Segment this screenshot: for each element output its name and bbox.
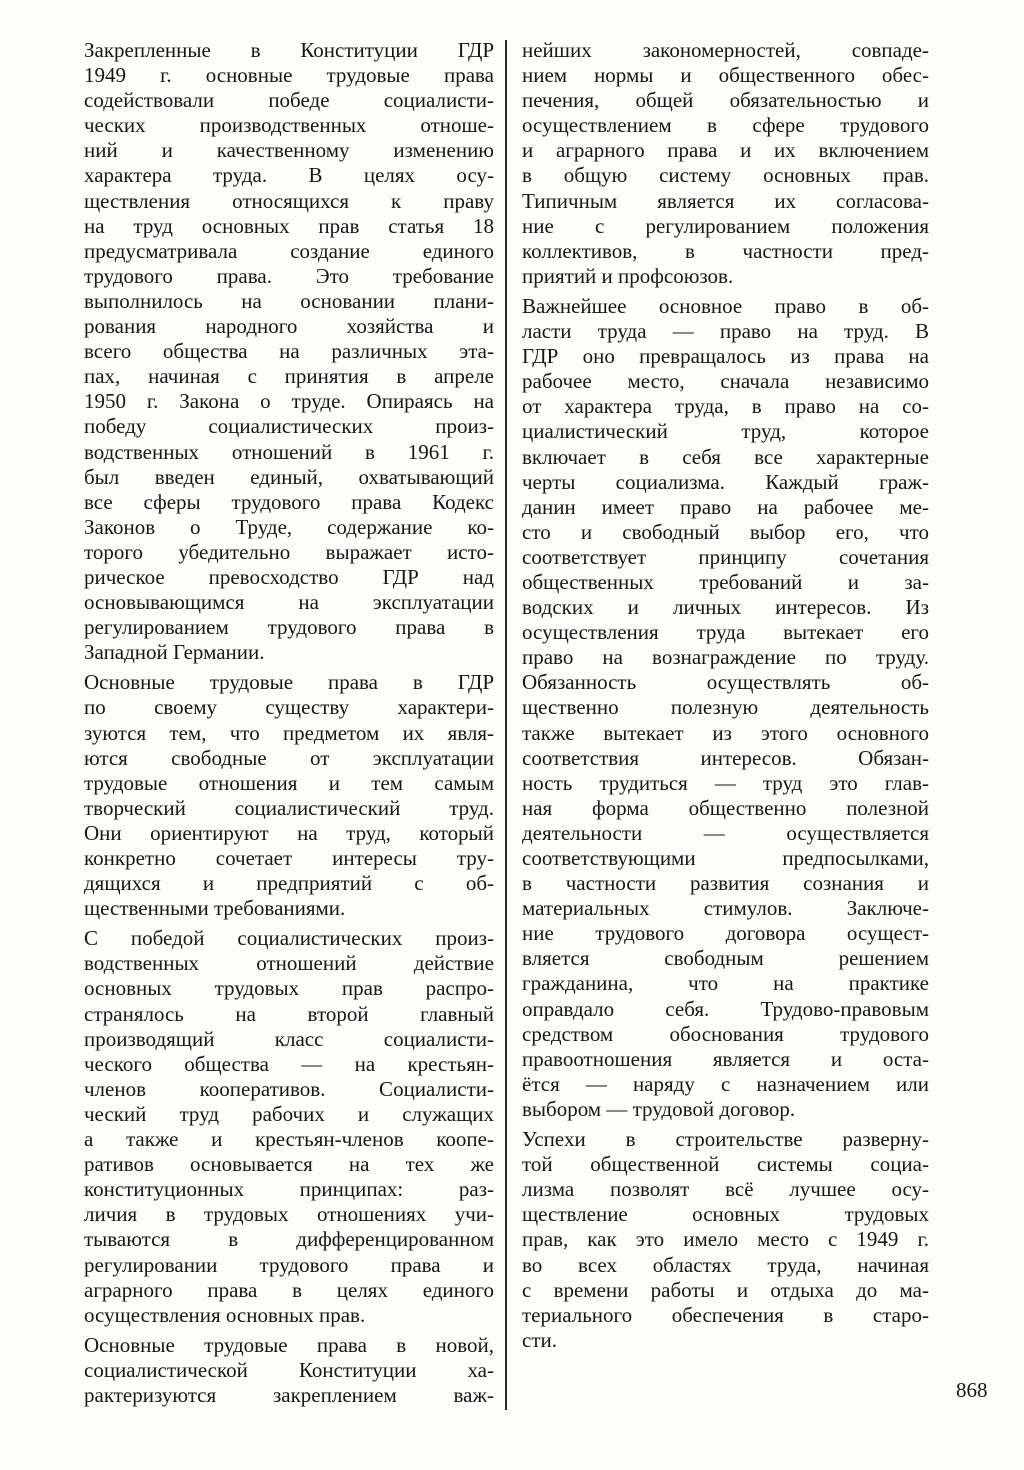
text-line: ная форма общественно полезной bbox=[522, 795, 929, 820]
text-line: оправдало себя. Трудово-правовым bbox=[522, 996, 929, 1021]
text-line: в частности развития сознания и bbox=[522, 871, 929, 896]
text-line: Основные трудовые права в ГДР bbox=[84, 670, 494, 695]
text-line: щественными требованиями. bbox=[84, 896, 346, 921]
text-line: 1950 г. Закона о труде. Опираясь на bbox=[84, 389, 494, 414]
text-line: прав, как это имело место с 1949 г. bbox=[522, 1227, 929, 1252]
left-column bbox=[84, 38, 494, 1408]
text-line: личия в трудовых отношениях учи- bbox=[84, 1202, 494, 1227]
text-line: осуществлением в сфере трудового bbox=[522, 113, 929, 138]
text-line: победу социалистических произ- bbox=[84, 414, 494, 439]
text-line: Законов о Труде, содержание ко- bbox=[84, 514, 494, 539]
text-line: 1949 г. основные трудовые права bbox=[84, 63, 494, 88]
text-line: Успехи в строительстве разверну- bbox=[522, 1127, 929, 1152]
text-line: ются свободные от эксплуатации bbox=[84, 745, 494, 770]
paragraph bbox=[522, 294, 929, 1122]
text-line: ние с регулированием положения bbox=[522, 213, 929, 238]
text-line: щественно полезную деятельность bbox=[522, 695, 929, 720]
text-line: ласти труда — право на труд. В bbox=[522, 319, 929, 344]
text-line: рования народного хозяйства и bbox=[84, 314, 494, 339]
text-line: на труд основных прав статья 18 bbox=[84, 213, 494, 238]
text-line: ческий труд рабочих и служащих bbox=[84, 1101, 494, 1126]
text-line: Основные трудовые права в новой, bbox=[84, 1332, 494, 1357]
text-line: черты социализма. Каждый граж- bbox=[522, 469, 929, 494]
text-line: ративов основывается на тех же bbox=[84, 1152, 494, 1177]
text-line: ность трудиться — труд это глав- bbox=[522, 770, 929, 795]
text-line: тываются в дифференцированном bbox=[84, 1227, 494, 1252]
text-line: от характера труда, в право на со- bbox=[522, 394, 929, 419]
text-line: социалистической Конституции ха- bbox=[84, 1357, 494, 1382]
text-line: соответствует принципу сочетания bbox=[522, 544, 929, 569]
text-line: предусматривала создание единого bbox=[84, 238, 494, 263]
text-line: производящий класс социалисти- bbox=[84, 1026, 494, 1051]
text-line: регулировании трудового права и bbox=[84, 1252, 494, 1277]
text-line: ётся — наряду с назначением или bbox=[522, 1071, 929, 1096]
text-line: териального обеспечения в старо- bbox=[522, 1302, 929, 1327]
text-line: дящихся и предприятий с об- bbox=[84, 871, 494, 896]
text-line: Закрепленные в Конституции ГДР bbox=[84, 38, 494, 62]
text-line: право на вознаграждение по труду. bbox=[522, 645, 929, 670]
text-line: приятий и профсоюзов. bbox=[522, 263, 734, 288]
text-line: деятельности — осуществляется bbox=[522, 820, 929, 845]
text-line: осуществления труда вытекает его bbox=[522, 620, 929, 645]
text-line: торого убедительно выражает исто- bbox=[84, 539, 494, 564]
text-line: нием нормы и общественного обес- bbox=[522, 63, 929, 88]
text-line: во всех областях труда, начиная bbox=[522, 1252, 929, 1277]
text-line: данин имеет право на рабочее ме- bbox=[522, 494, 929, 519]
text-line: странялось на второй главный bbox=[84, 1001, 494, 1026]
text-line: Обязанность осуществлять об- bbox=[522, 670, 929, 695]
text-line: ческого общества — на крестьян- bbox=[84, 1051, 494, 1076]
text-line: пах, начиная с принятия в апреле bbox=[84, 364, 494, 389]
text-line: конкретно сочетает интересы тру- bbox=[84, 846, 494, 870]
text-line: той общественной системы социа- bbox=[522, 1152, 929, 1177]
text-line: характера труда. В целях осу- bbox=[84, 163, 494, 188]
text-line: сто и свободный выбор его, что bbox=[522, 519, 929, 544]
text-line: творческий социалистический труд. bbox=[84, 795, 494, 820]
text-line: средством обоснования трудового bbox=[522, 1021, 929, 1046]
text-line: осуществления основных прав. bbox=[84, 1302, 366, 1327]
text-line: по своему существу характери- bbox=[84, 695, 494, 720]
text-line: водских и личных интересов. Из bbox=[522, 595, 929, 620]
text-line: правоотношения является и оста- bbox=[522, 1046, 929, 1071]
text-line: циалистический труд, которое bbox=[522, 419, 929, 444]
text-line: Важнейшее основное право в об- bbox=[522, 293, 929, 318]
text-line: а также и крестьян-членов коопе- bbox=[84, 1127, 494, 1152]
text-line: трудовые отношения и тем самым bbox=[84, 770, 494, 795]
text-line: ние трудового договора осущест- bbox=[522, 921, 929, 946]
text-line: ГДР оно превращалось из права на bbox=[522, 344, 929, 369]
text-line: водственных отношений в 1961 г. bbox=[84, 439, 494, 464]
text-line: нейших закономерностей, совпаде- bbox=[522, 38, 929, 62]
text-line: членов кооперативов. Социалисти- bbox=[84, 1076, 494, 1101]
paragraph bbox=[522, 1127, 929, 1353]
text-line: регулированием трудового права в bbox=[84, 615, 494, 640]
text-line: коллективов, в частности пред- bbox=[522, 238, 929, 263]
text-line: лизма позволят всё лучшее осу- bbox=[522, 1177, 929, 1202]
paragraph bbox=[84, 38, 494, 665]
text-line: основных трудовых прав распро- bbox=[84, 976, 494, 1001]
text-line: в общую систему основных прав. bbox=[522, 163, 929, 188]
text-line: ний и качественному изменению bbox=[84, 138, 494, 163]
text-line: рическое превосходство ГДР над bbox=[84, 564, 494, 589]
text-line: включает в себя все характерные bbox=[522, 444, 929, 469]
text-line: вляется свободным решением bbox=[522, 946, 929, 971]
paragraph bbox=[84, 926, 494, 1328]
text-line: общественных требований и за- bbox=[522, 569, 929, 594]
text-line: все сферы трудового права Кодекс bbox=[84, 489, 494, 514]
text-line: печения, общей обязательностью и bbox=[522, 88, 929, 113]
text-line: С победой социалистических произ- bbox=[84, 926, 494, 951]
text-line: водственных отношений действие bbox=[84, 951, 494, 976]
text-line: аграрного права в целях единого bbox=[84, 1277, 494, 1302]
text-line: Западной Германии. bbox=[84, 640, 265, 665]
text-line: сти. bbox=[522, 1327, 557, 1352]
text-line: с времени работы и отдыха до ма- bbox=[522, 1277, 929, 1302]
text-line: Типичным является их согласова- bbox=[522, 188, 929, 213]
text-line: основывающимся на эксплуатации bbox=[84, 590, 494, 615]
text-line: материальных стимулов. Заключе- bbox=[522, 896, 929, 921]
text-line: зуются тем, что предметом их явля- bbox=[84, 720, 494, 745]
text-line: был введен единый, охватывающий bbox=[84, 464, 494, 489]
text-line: содействовали победе социалисти- bbox=[84, 88, 494, 113]
text-line: Они ориентируют на труд, который bbox=[84, 820, 494, 845]
text-line: также вытекает из этого основного bbox=[522, 720, 929, 745]
text-line: ществление основных трудовых bbox=[522, 1202, 929, 1227]
text-line: рабочее место, сначала независимо bbox=[522, 369, 929, 394]
text-line: соответствующими предпосылками, bbox=[522, 846, 929, 870]
text-line: выбором — трудовой договор. bbox=[522, 1096, 796, 1121]
text-line: трудового права. Это требование bbox=[84, 263, 494, 288]
column-divider bbox=[505, 40, 507, 1410]
text-line: ческих производственных отноше- bbox=[84, 113, 494, 138]
paragraph bbox=[84, 1333, 494, 1408]
paragraph bbox=[522, 38, 929, 289]
text-line: рактеризуются закреплением важ- bbox=[84, 1382, 494, 1407]
text-line: выполнилось на основании плани- bbox=[84, 288, 494, 313]
text-line: соответствия интересов. Обязан- bbox=[522, 745, 929, 770]
text-line: гражданина, что на практике bbox=[522, 971, 929, 996]
text-line: ществления относящихся к праву bbox=[84, 188, 494, 213]
page-number: 868 bbox=[956, 1378, 988, 1402]
text-line: всего общества на различных эта- bbox=[84, 339, 494, 364]
paragraph bbox=[84, 670, 494, 921]
text-line: и аграрного права и их включением bbox=[522, 138, 929, 163]
text-line: конституционных принципах: раз- bbox=[84, 1177, 494, 1202]
right-column bbox=[522, 38, 929, 1353]
